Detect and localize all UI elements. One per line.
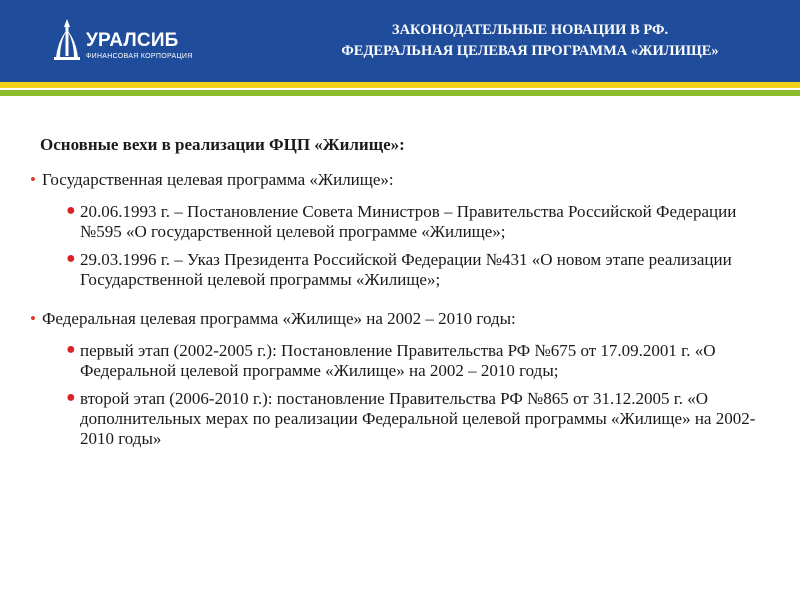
list-item-text: 20.06.1993 г. – Постановление Совета Министров – Правительства Российской Федерации №595 «О государственной целевой программе «Жилище»; <box>80 202 737 241</box>
list-item-level1 <box>30 169 780 190</box>
list-item-level2 <box>30 202 780 242</box>
red-dot-bullet-icon: ● <box>66 202 76 219</box>
slide-content <box>30 135 780 457</box>
uralsib-logo <box>52 18 202 64</box>
red-dot-bullet-icon: ● <box>66 341 76 358</box>
red-dot-bullet-icon: ● <box>66 389 76 406</box>
list-item-level2 <box>30 341 780 381</box>
list-item-text: первый этап (2002-2005 г.): Постановление Правительства РФ №675 от 17.09.2001 г. «О Федеральной целевой программе «Жилище» на 2002 – 2010 годы; <box>80 341 716 380</box>
page-title <box>280 20 780 62</box>
list-item-level2 <box>30 389 780 449</box>
list-item-label: Федеральная целевая программа «Жилище» на 2002 – 2010 годы: <box>42 309 516 328</box>
red-dot-bullet-icon: ● <box>66 250 76 267</box>
list-item-text: 29.03.1996 г. – Указ Президента Российской Федерации №431 «О новом этапе реализации Государственной целевой программы «Жилище»; <box>80 250 732 289</box>
bullet-icon: • <box>30 309 36 328</box>
list-item-label: Государственная целевая программа «Жилище»: <box>42 170 394 189</box>
brand-subtitle: ФИНАНСОВАЯ КОРПОРАЦИЯ <box>86 53 193 60</box>
section-heading: Основные вехи в реализации ФЦП «Жилище»: <box>40 135 405 154</box>
list-item-level2 <box>30 250 780 290</box>
bullet-icon: • <box>30 170 36 189</box>
brand-name: УРАЛСИБ <box>86 30 179 51</box>
title-line-1: ЗАКОНОДАТЕЛЬНЫЕ НОВАЦИИ В РФ. <box>391 22 669 38</box>
header-bar <box>0 0 800 82</box>
green-stripe <box>0 90 800 96</box>
list-item-text: второй этап (2006-2010 г.): постановление Правительства РФ №865 от 31.12.2005 г. «О дополнительных мерах по реализации Федеральной целевой программы «Жилище» на 2002-2010 годы» <box>80 389 756 448</box>
title-line-2: ФЕДЕРАЛЬНАЯ ЦЕЛЕВАЯ ПРОГРАММА «ЖИЛИЩЕ» <box>341 43 719 59</box>
uralsib-mark-icon <box>52 18 82 62</box>
list-item-level1 <box>30 308 780 329</box>
